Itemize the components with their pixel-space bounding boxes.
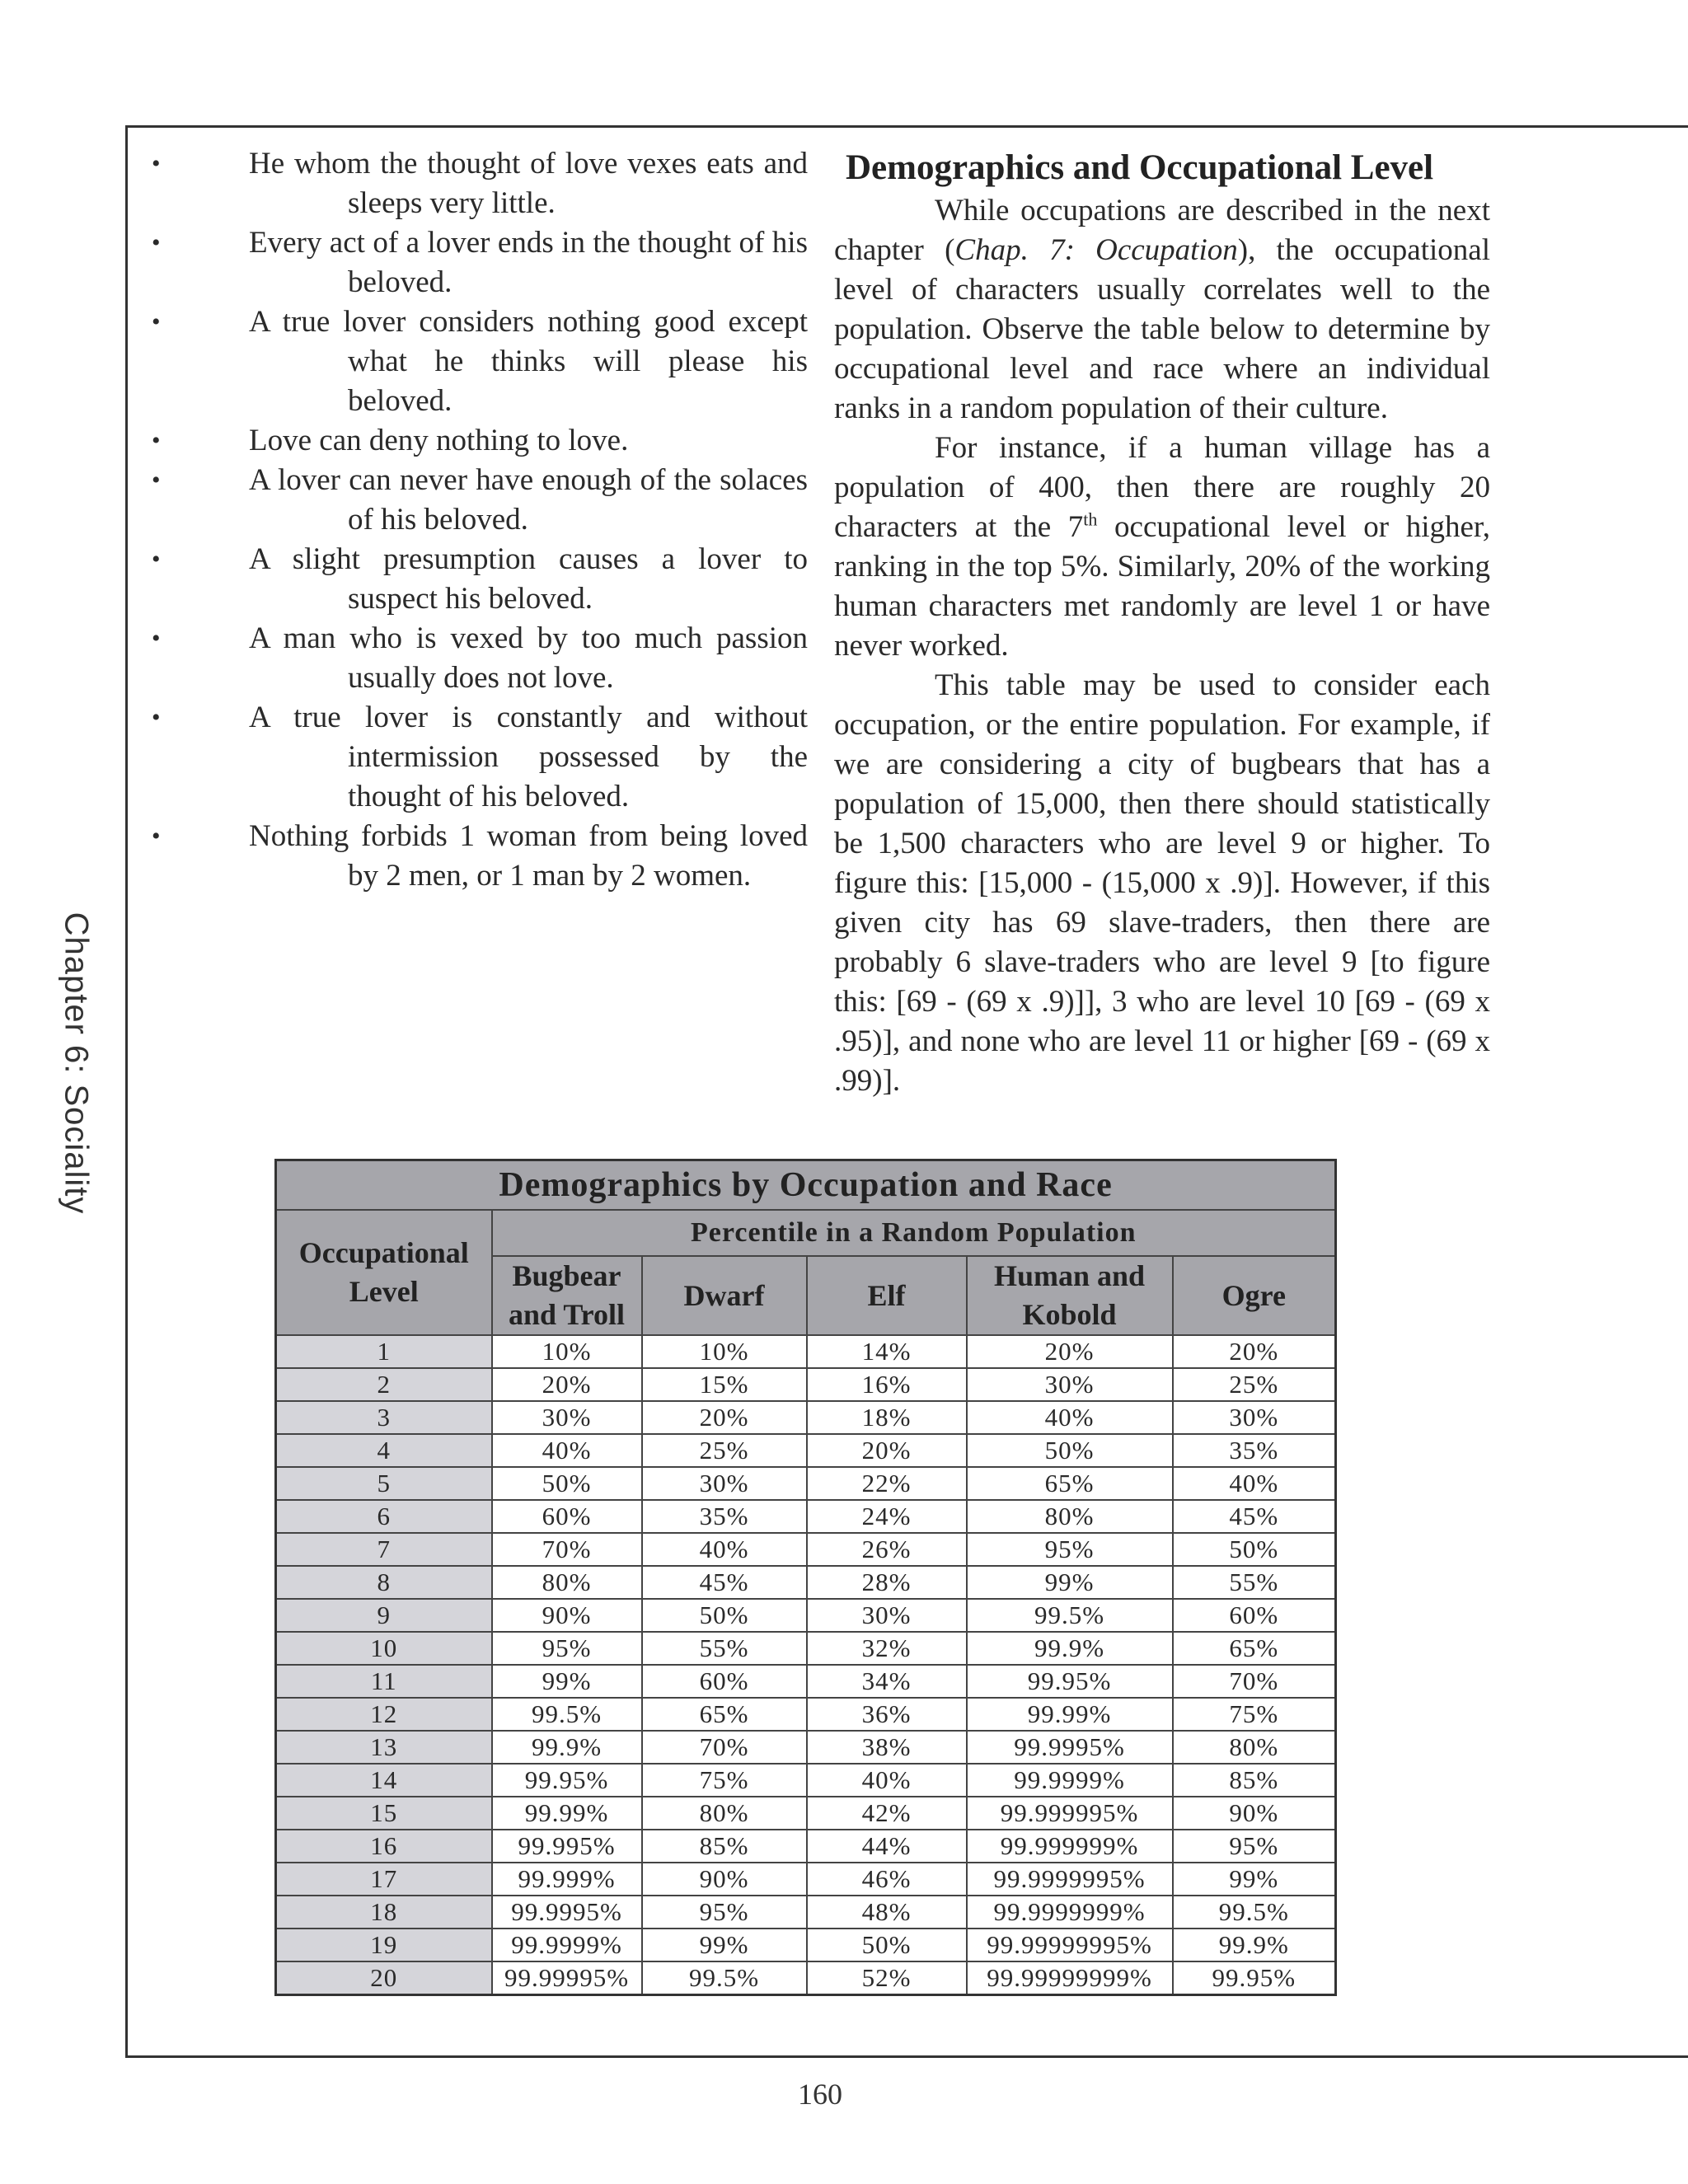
percentile-cell: 50% xyxy=(967,1434,1173,1467)
percentile-cell: 75% xyxy=(1173,1698,1336,1731)
percentile-cell: 65% xyxy=(967,1467,1173,1500)
list-item xyxy=(148,302,808,421)
level-cell: 19 xyxy=(276,1929,492,1961)
paragraph-2-text-b: occupational level or higher, ranking in the top 5%. Similarly, 20% of the working human characters met randomly are level 1 or have never worked. xyxy=(834,510,1490,663)
percentile-cell: 90% xyxy=(492,1599,642,1632)
list-item-text: Nothing forbids 1 woman from being loved by 2 men, or 1 man by 2 women. xyxy=(249,819,808,893)
percentile-cell: 28% xyxy=(807,1566,967,1599)
list-item xyxy=(148,223,808,302)
percentile-subheader: Percentile in a Random Population xyxy=(492,1210,1336,1256)
percentile-cell: 99.999% xyxy=(492,1863,642,1896)
table-title: Demographics by Occupation and Race xyxy=(276,1160,1336,1211)
percentile-cell: 99.9% xyxy=(1173,1929,1336,1961)
percentile-cell: 50% xyxy=(642,1599,807,1632)
percentile-cell: 99% xyxy=(492,1665,642,1698)
percentile-cell: 20% xyxy=(1173,1335,1336,1368)
level-cell: 1 xyxy=(276,1335,492,1368)
percentile-cell: 14% xyxy=(807,1335,967,1368)
percentile-cell: 40% xyxy=(807,1764,967,1797)
table-row xyxy=(276,1632,1336,1665)
percentile-cell: 95% xyxy=(642,1896,807,1929)
percentile-cell: 99.5% xyxy=(642,1961,807,1995)
list-item-text: Love can deny nothing to love. xyxy=(249,424,629,457)
percentile-cell: 20% xyxy=(492,1368,642,1401)
percentile-cell: 60% xyxy=(1173,1599,1336,1632)
race-column-header: Elf xyxy=(807,1256,967,1335)
bullet-icon: • xyxy=(152,229,161,256)
bullet-icon: • xyxy=(152,308,161,335)
percentile-cell: 15% xyxy=(642,1368,807,1401)
level-cell: 3 xyxy=(276,1401,492,1434)
percentile-cell: 90% xyxy=(642,1863,807,1896)
page-number: 160 xyxy=(798,2078,842,2111)
race-column-header: Human and Kobold xyxy=(967,1256,1173,1335)
percentile-cell: 20% xyxy=(642,1401,807,1434)
percentile-cell: 40% xyxy=(492,1434,642,1467)
percentile-cell: 55% xyxy=(1173,1566,1336,1599)
table-row xyxy=(276,1335,1336,1368)
percentile-cell: 80% xyxy=(967,1500,1173,1533)
level-cell: 20 xyxy=(276,1961,492,1995)
table-row xyxy=(276,1797,1336,1830)
level-cell: 18 xyxy=(276,1896,492,1929)
percentile-cell: 99.5% xyxy=(1173,1896,1336,1929)
table-row xyxy=(276,1368,1336,1401)
percentile-cell: 99.9999% xyxy=(492,1929,642,1961)
bullet-icon: • xyxy=(152,625,161,652)
bullet-icon: • xyxy=(152,704,161,731)
level-cell: 8 xyxy=(276,1566,492,1599)
percentile-cell: 99.9995% xyxy=(967,1731,1173,1764)
percentile-cell: 99.995% xyxy=(492,1830,642,1863)
percentile-cell: 75% xyxy=(642,1764,807,1797)
bullet-icon: • xyxy=(152,427,161,454)
percentile-cell: 30% xyxy=(807,1599,967,1632)
percentile-cell: 18% xyxy=(807,1401,967,1434)
level-cell: 11 xyxy=(276,1665,492,1698)
race-column-header: Ogre xyxy=(1173,1256,1336,1335)
list-item-text: A lover can never have enough of the solaces of his beloved. xyxy=(249,463,808,537)
list-item-text: A true lover is constantly and without intermission possessed by the thought of his beloved. xyxy=(249,701,808,813)
percentile-cell: 99.999999% xyxy=(967,1830,1173,1863)
list-item xyxy=(148,461,808,540)
chapter-side-title: Chapter 6: Sociality xyxy=(58,912,95,1215)
percentile-cell: 24% xyxy=(807,1500,967,1533)
percentile-cell: 38% xyxy=(807,1731,967,1764)
percentile-cell: 36% xyxy=(807,1698,967,1731)
percentile-cell: 95% xyxy=(492,1632,642,1665)
level-cell: 5 xyxy=(276,1467,492,1500)
percentile-cell: 99.99999995% xyxy=(967,1929,1173,1961)
list-item xyxy=(148,421,808,461)
race-column-header: Bugbear and Troll xyxy=(492,1256,642,1335)
percentile-cell: 99.99% xyxy=(492,1797,642,1830)
percentile-cell: 35% xyxy=(1173,1434,1336,1467)
percentile-cell: 48% xyxy=(807,1896,967,1929)
percentile-cell: 99% xyxy=(1173,1863,1336,1896)
percentile-cell: 99.9999% xyxy=(967,1764,1173,1797)
percentile-cell: 50% xyxy=(807,1929,967,1961)
table-body xyxy=(276,1335,1336,1995)
level-cell: 6 xyxy=(276,1500,492,1533)
percentile-cell: 22% xyxy=(807,1467,967,1500)
percentile-cell: 99.99999999% xyxy=(967,1961,1173,1995)
percentile-cell: 99.99995% xyxy=(492,1961,642,1995)
percentile-cell: 45% xyxy=(1173,1500,1336,1533)
paragraph-1 xyxy=(834,191,1490,429)
percentile-cell: 99% xyxy=(642,1929,807,1961)
percentile-cell: 70% xyxy=(1173,1665,1336,1698)
table-row xyxy=(276,1533,1336,1566)
percentile-cell: 35% xyxy=(642,1500,807,1533)
list-item xyxy=(148,619,808,698)
percentile-cell: 44% xyxy=(807,1830,967,1863)
percentile-cell: 20% xyxy=(807,1434,967,1467)
percentile-cell: 42% xyxy=(807,1797,967,1830)
percentile-cell: 32% xyxy=(807,1632,967,1665)
percentile-cell: 99.9% xyxy=(967,1632,1173,1665)
bullet-icon: • xyxy=(152,546,161,573)
table-row xyxy=(276,1665,1336,1698)
percentile-cell: 30% xyxy=(642,1467,807,1500)
percentile-cell: 80% xyxy=(492,1566,642,1599)
percentile-cell: 99.5% xyxy=(967,1599,1173,1632)
list-item-text: A man who is vexed by too much passion usually does not love. xyxy=(249,621,808,695)
percentile-cell: 99.9995% xyxy=(492,1896,642,1929)
level-cell: 12 xyxy=(276,1698,492,1731)
percentile-cell: 60% xyxy=(642,1665,807,1698)
percentile-cell: 99.9999995% xyxy=(967,1863,1173,1896)
percentile-cell: 80% xyxy=(1173,1731,1336,1764)
level-cell: 10 xyxy=(276,1632,492,1665)
percentile-cell: 10% xyxy=(492,1335,642,1368)
demographics-table xyxy=(274,1159,1337,1996)
table-row xyxy=(276,1863,1336,1896)
chapter-reference: Chap. 7: Occupation xyxy=(954,233,1238,267)
paragraph-3: This table may be used to consider each occupation, or the entire population. For example, if we are considering a city of bugbears that has a population of 15,000, then there should statistically be 1,500 characters who are level 9 or higher. To figure this: [15,000 - (15,000 x .9)]. However, if this given city has 69 slave-traders, then there are probably 6 slave-traders who are level 9 [to figure this: [69 - (69 x .9)]], 3 who are level 10 [69 - (69 x .95)], and none who are level 11 or higher [69 - (69 x .99)]. xyxy=(834,668,1490,1098)
table-row xyxy=(276,1764,1336,1797)
percentile-cell: 70% xyxy=(492,1533,642,1566)
percentile-cell: 70% xyxy=(642,1731,807,1764)
level-cell: 4 xyxy=(276,1434,492,1467)
percentile-cell: 60% xyxy=(492,1500,642,1533)
paragraph-2-text-a: For instance, if a human village has a population of 400, then there are roughly 20 characters at the 7 xyxy=(834,431,1490,544)
percentile-cell: 95% xyxy=(1173,1830,1336,1863)
percentile-cell: 34% xyxy=(807,1665,967,1698)
table-row xyxy=(276,1401,1336,1434)
paragraph-1-text-a: While occupations are described in the next chapter ( xyxy=(834,194,1490,267)
level-cell: 16 xyxy=(276,1830,492,1863)
list-item xyxy=(148,698,808,817)
percentile-cell: 55% xyxy=(642,1632,807,1665)
percentile-cell: 26% xyxy=(807,1533,967,1566)
level-cell: 7 xyxy=(276,1533,492,1566)
table-row xyxy=(276,1566,1336,1599)
level-cell: 2 xyxy=(276,1368,492,1401)
ordinal-suffix: th xyxy=(1083,509,1098,530)
table-row xyxy=(276,1467,1336,1500)
level-cell: 13 xyxy=(276,1731,492,1764)
percentile-cell: 99.95% xyxy=(967,1665,1173,1698)
list-item xyxy=(148,144,808,223)
percentile-cell: 99.95% xyxy=(1173,1961,1336,1995)
list-item xyxy=(148,817,808,896)
table-row xyxy=(276,1830,1336,1863)
list-item-text: He whom the thought of love vexes eats and sleeps very little. xyxy=(249,147,808,220)
percentile-cell: 99% xyxy=(967,1566,1173,1599)
level-column-header: Occupational Level xyxy=(276,1210,492,1335)
table-row xyxy=(276,1929,1336,1961)
bullet-icon: • xyxy=(152,823,161,850)
percentile-cell: 45% xyxy=(642,1566,807,1599)
love-rules-list xyxy=(148,144,808,896)
percentile-cell: 85% xyxy=(1173,1764,1336,1797)
list-item-text: A true lover considers nothing good except what he thinks will please his beloved. xyxy=(249,305,808,418)
percentile-cell: 99.9999999% xyxy=(967,1896,1173,1929)
table-row xyxy=(276,1698,1336,1731)
percentile-cell: 40% xyxy=(642,1533,807,1566)
demographics-section xyxy=(834,145,1490,1101)
percentile-cell: 99.999995% xyxy=(967,1797,1173,1830)
section-title: Demographics and Occupational Level xyxy=(846,148,1434,187)
paragraph-1-text-b: ), the occupational level of characters usually correlates well to the population. Observe the table below to determine by occupational level and race where an individual ranks in a random population of their culture. xyxy=(834,233,1490,425)
percentile-cell: 40% xyxy=(967,1401,1173,1434)
percentile-cell: 25% xyxy=(642,1434,807,1467)
list-item xyxy=(148,540,808,619)
percentile-cell: 99.99% xyxy=(967,1698,1173,1731)
percentile-cell: 50% xyxy=(1173,1533,1336,1566)
percentile-cell: 10% xyxy=(642,1335,807,1368)
percentile-cell: 25% xyxy=(1173,1368,1336,1401)
percentile-cell: 99.9% xyxy=(492,1731,642,1764)
level-cell: 15 xyxy=(276,1797,492,1830)
percentile-cell: 99.95% xyxy=(492,1764,642,1797)
paragraph-2 xyxy=(834,429,1490,666)
percentile-cell: 90% xyxy=(1173,1797,1336,1830)
percentile-cell: 20% xyxy=(967,1335,1173,1368)
table-row xyxy=(276,1961,1336,1995)
percentile-cell: 65% xyxy=(642,1698,807,1731)
percentile-cell: 30% xyxy=(492,1401,642,1434)
percentile-cell: 50% xyxy=(492,1467,642,1500)
percentile-cell: 80% xyxy=(642,1797,807,1830)
percentile-cell: 52% xyxy=(807,1961,967,1995)
percentile-cell: 95% xyxy=(967,1533,1173,1566)
percentile-cell: 85% xyxy=(642,1830,807,1863)
list-item-text: Every act of a lover ends in the thought of his beloved. xyxy=(249,226,808,299)
percentile-cell: 16% xyxy=(807,1368,967,1401)
table-row xyxy=(276,1896,1336,1929)
percentile-cell: 30% xyxy=(1173,1401,1336,1434)
percentile-cell: 46% xyxy=(807,1863,967,1896)
race-column-header: Dwarf xyxy=(642,1256,807,1335)
percentile-cell: 40% xyxy=(1173,1467,1336,1500)
percentile-cell: 30% xyxy=(967,1368,1173,1401)
level-cell: 17 xyxy=(276,1863,492,1896)
bullet-icon: • xyxy=(152,150,161,177)
bullet-icon: • xyxy=(152,466,161,494)
table-row xyxy=(276,1599,1336,1632)
table-row xyxy=(276,1500,1336,1533)
level-cell: 14 xyxy=(276,1764,492,1797)
percentile-cell: 99.5% xyxy=(492,1698,642,1731)
level-cell: 9 xyxy=(276,1599,492,1632)
table-row xyxy=(276,1434,1336,1467)
table-row xyxy=(276,1731,1336,1764)
list-item-text: A slight presumption causes a lover to suspect his beloved. xyxy=(249,542,808,616)
percentile-cell: 65% xyxy=(1173,1632,1336,1665)
